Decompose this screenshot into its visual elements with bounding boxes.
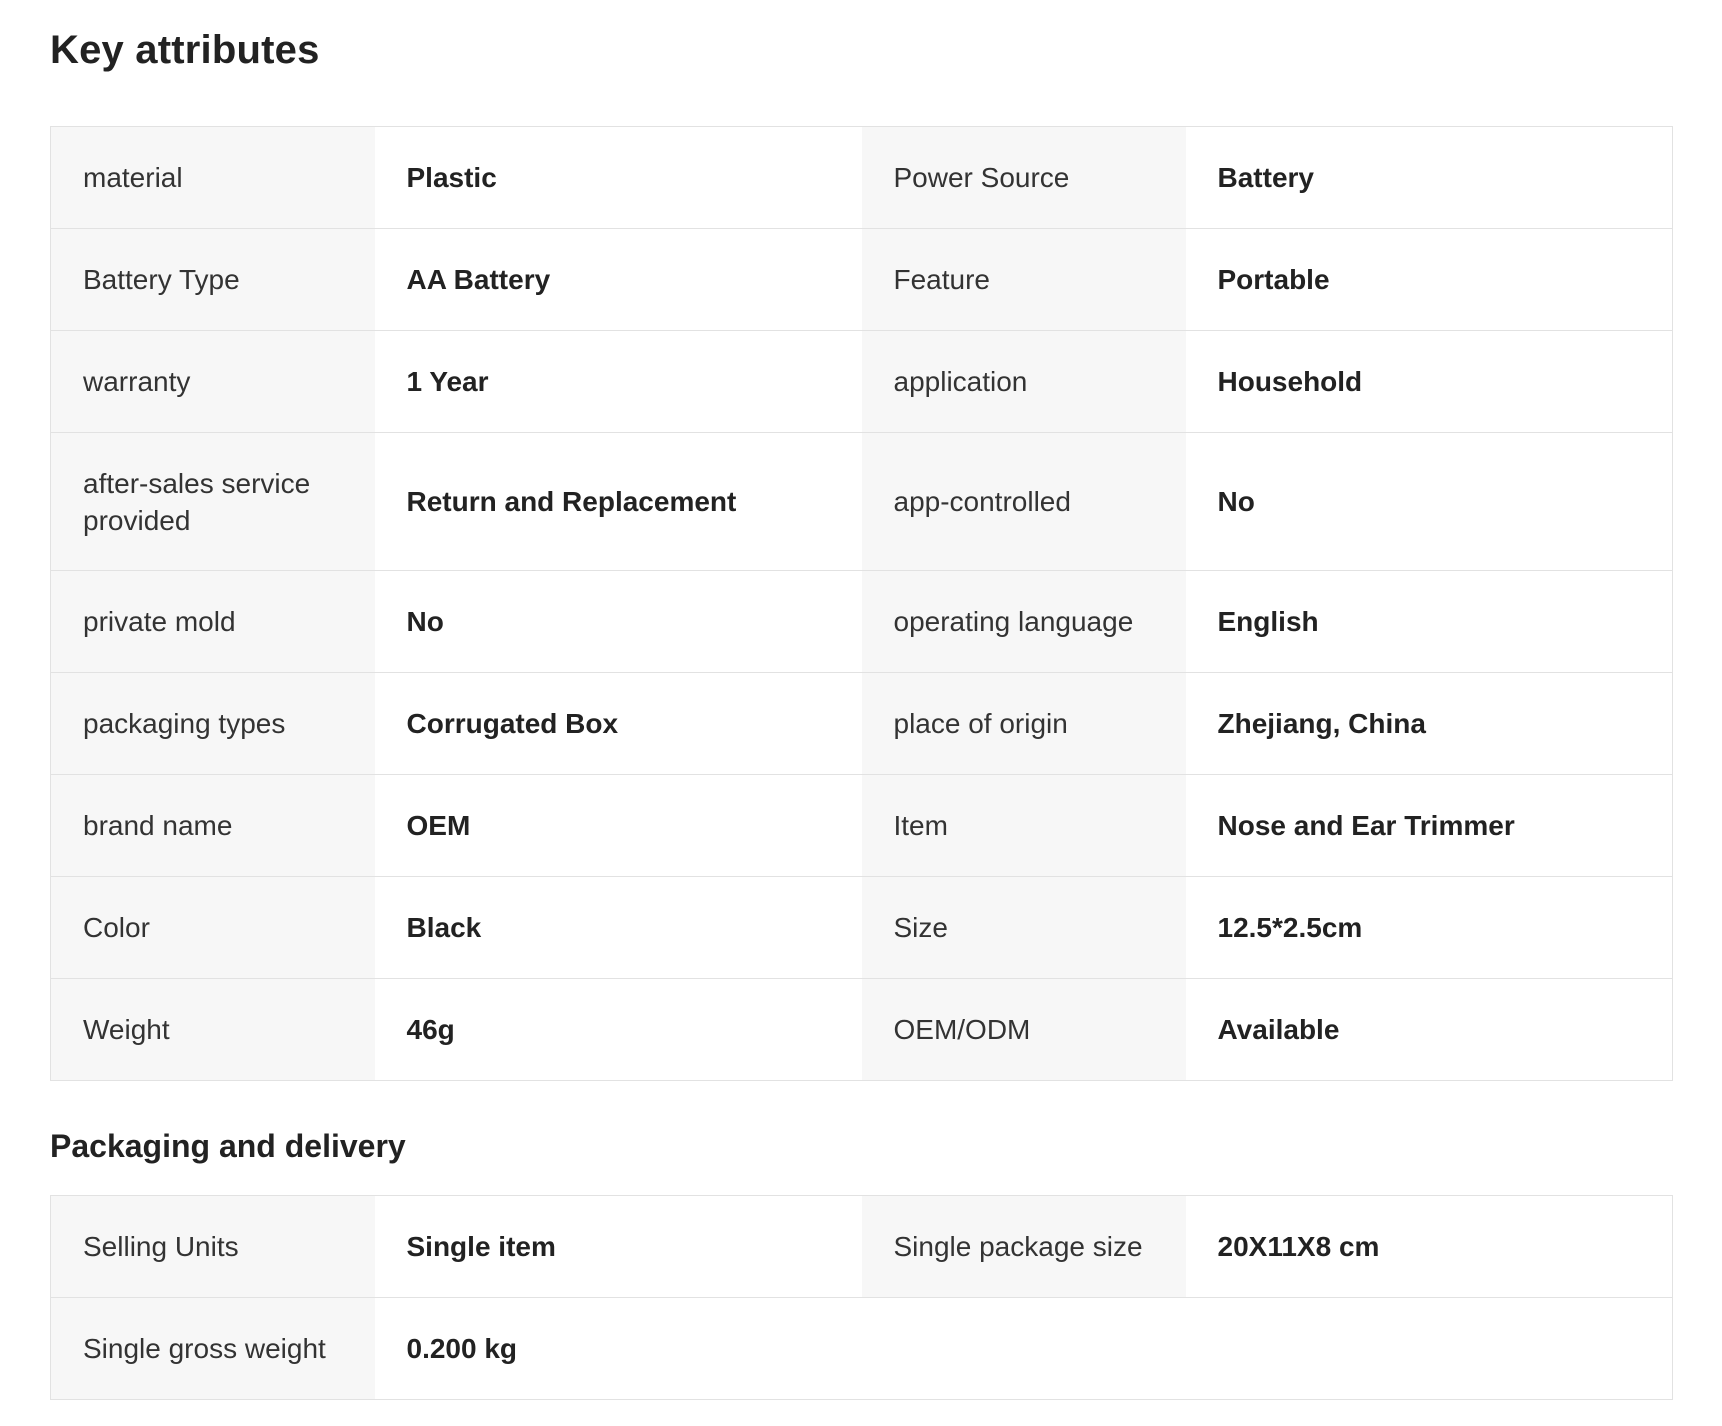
attribute-label: Single gross weight [51,1298,375,1400]
attribute-value: 20X11X8 cm [1186,1196,1673,1298]
packaging-delivery-heading: Packaging and delivery [50,1128,406,1164]
attribute-value: 12.5*2.5cm [1186,877,1673,979]
attribute-label: Feature [862,229,1186,331]
attribute-label: private mold [51,571,375,673]
attribute-label: place of origin [862,673,1186,775]
attribute-label: Item [862,775,1186,877]
attribute-value: Single item [375,1196,862,1298]
attribute-label: operating language [862,571,1186,673]
attribute-row [51,127,1673,229]
packaging-delivery-table [50,1195,1673,1400]
attribute-row [51,433,1673,571]
attribute-row [51,1196,1673,1298]
attribute-row [51,229,1673,331]
attribute-label: Size [862,877,1186,979]
attribute-label: Selling Units [51,1196,375,1298]
attribute-value: Return and Replacement [375,433,862,571]
attribute-label: application [862,331,1186,433]
attribute-value: 46g [375,979,862,1081]
key-attributes-heading: Key attributes [50,28,320,72]
attribute-label: after-sales service provided [51,433,375,571]
attribute-value: Portable [1186,229,1673,331]
attribute-row [51,979,1673,1081]
attribute-label: Power Source [862,127,1186,229]
attribute-value: English [1186,571,1673,673]
attribute-label: material [51,127,375,229]
attribute-label: warranty [51,331,375,433]
attribute-row [51,775,1673,877]
attribute-value: 1 Year [375,331,862,433]
attribute-label: Color [51,877,375,979]
attribute-value: No [375,571,862,673]
attribute-row [51,331,1673,433]
attribute-value: No [1186,433,1673,571]
attribute-value: 0.200 kg [375,1298,862,1400]
attribute-value: OEM [375,775,862,877]
attribute-value: Battery [1186,127,1673,229]
key-attributes-table [50,126,1673,1081]
attribute-label: app-controlled [862,433,1186,571]
attribute-value: Plastic [375,127,862,229]
attribute-value: Zhejiang, China [1186,673,1673,775]
empty-cell [862,1298,1673,1400]
attribute-row [51,673,1673,775]
attribute-row [51,571,1673,673]
attribute-value: Household [1186,331,1673,433]
attribute-value: Nose and Ear Trimmer [1186,775,1673,877]
attribute-label: OEM/ODM [862,979,1186,1081]
attribute-label: brand name [51,775,375,877]
attribute-label: Battery Type [51,229,375,331]
attribute-value: Corrugated Box [375,673,862,775]
attribute-row [51,877,1673,979]
attribute-row [51,1298,1673,1400]
attribute-label: Weight [51,979,375,1081]
attribute-label: packaging types [51,673,375,775]
attribute-label: Single package size [862,1196,1186,1298]
attribute-value: Available [1186,979,1673,1081]
attribute-value: Black [375,877,862,979]
attribute-value: AA Battery [375,229,862,331]
